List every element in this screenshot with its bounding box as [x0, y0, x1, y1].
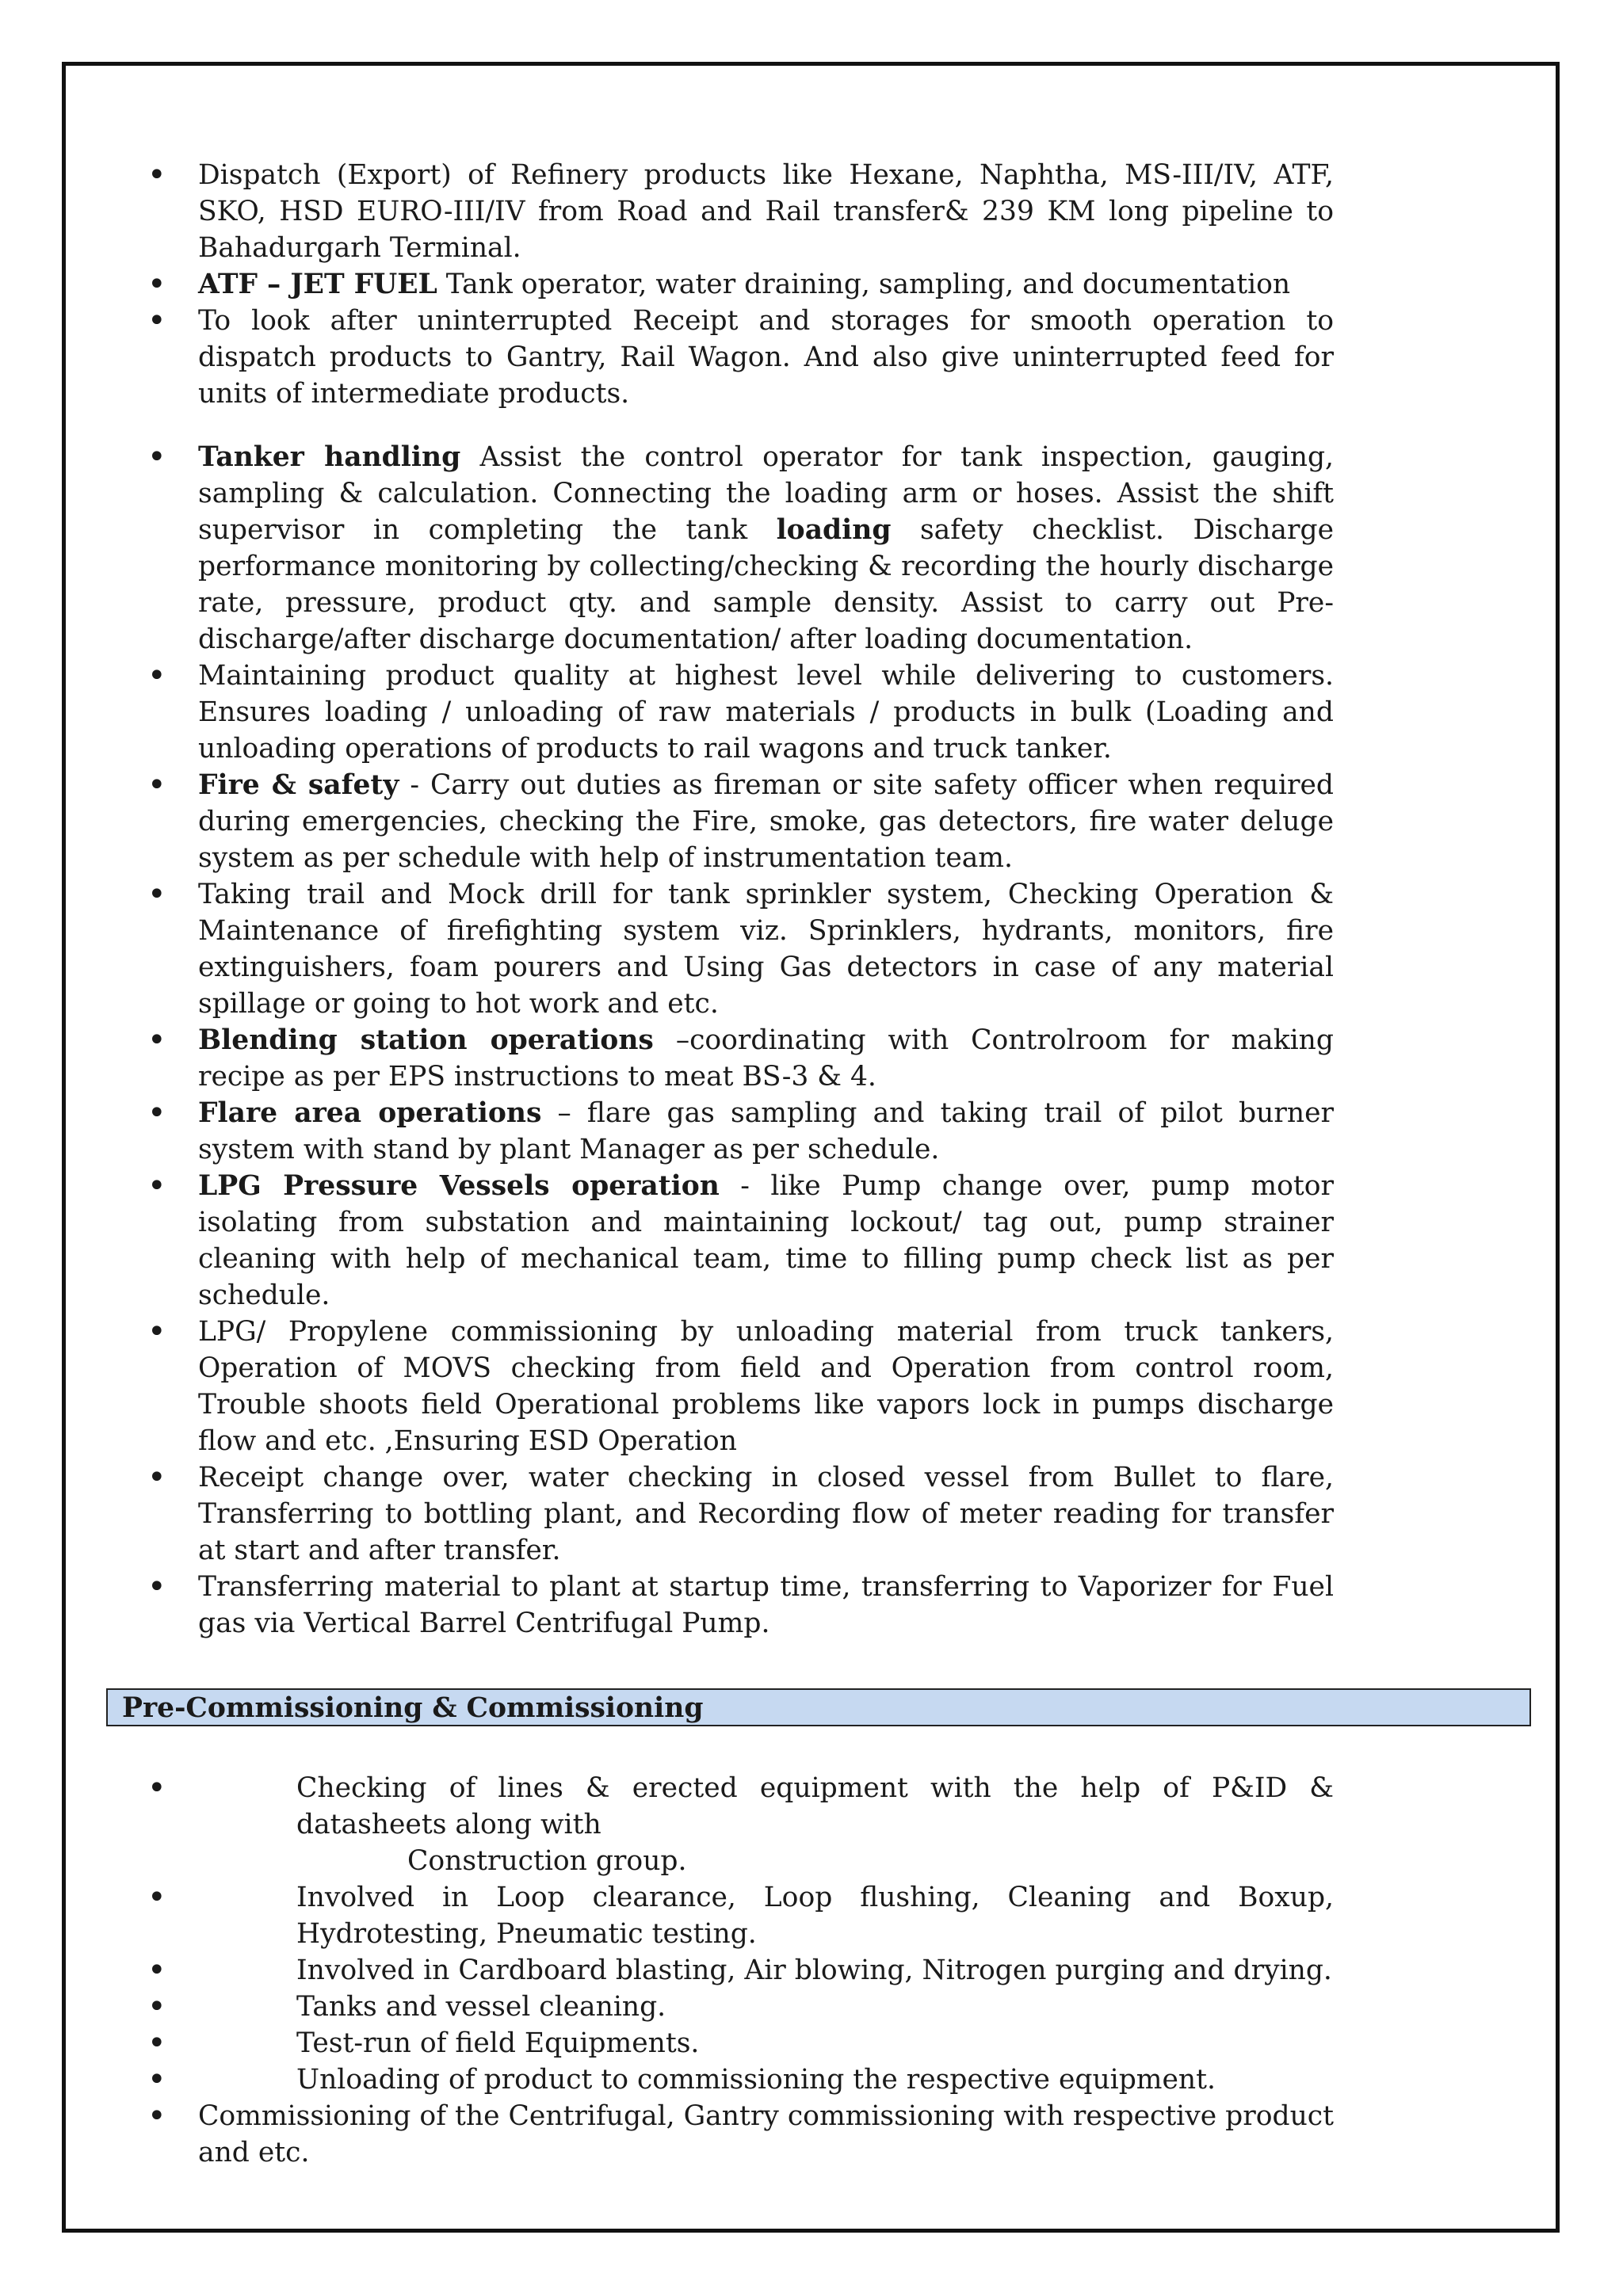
list-item: • Tanks and vessel cleaning.: [143, 1989, 1334, 2025]
list-item: • Commissioning of the Centrifugal, Gantry commissioning with respective product and etc.: [143, 2098, 1334, 2171]
list-item: • Checking of lines & erected equipment with the help of P&ID & datasheets along with Construction group.: [143, 1770, 1334, 1879]
commissioning-section: [143, 1770, 1334, 2171]
responsibilities-list: [143, 157, 1334, 1642]
list-item: • ATF – JET FUEL Tank operator, water draining, sampling, and documentation: [143, 266, 1334, 303]
commissioning-list: [143, 1770, 1334, 2171]
section-header-bar: [106, 1688, 1531, 1726]
list-item: • LPG Pressure Vessels operation - like Pump change over, pump motor isolating from substation and maintaining lockout/ tag out, pump strainer cleaning with help of mechanical team, time to filling pump check list as per schedule.: [143, 1168, 1334, 1314]
list-item: • Transferring material to plant at startup time, transferring to Vaporizer for Fuel gas via Vertical Barrel Centrifugal Pump.: [143, 1569, 1334, 1642]
list-item: • Involved in Cardboard blasting, Air blowing, Nitrogen purging and drying.: [143, 1952, 1334, 1989]
list-item: • Fire & safety - Carry out duties as fireman or site safety officer when required during emergencies, checking the Fire, smoke, gas detectors, fire water deluge system as per schedule with help of instrumentation team.: [143, 767, 1334, 876]
list-item: • Dispatch (Export) of Refinery products like Hexane, Naphtha, MS-III/IV, ATF, SKO, HSD EURO-III/IV from Road and Rail transfer& 239 KM long pipeline to Bahadurgarh Terminal.: [143, 157, 1334, 266]
list-item: • Tanker handling Assist the control operator for tank inspection, gauging, sampling & calculation. Connecting the loading arm or hoses. Assist the shift supervisor in completing the tank loading safety checklist. Discharge performance monitoring by collecting/checking & recording the hourly discharge rate, pressure, product qty. and sample density. Assist to carry out Pre-discharge/after discharge documentation/ after loading documentation.: [143, 439, 1334, 658]
list-item: • Taking trail and Mock drill for tank sprinkler system, Checking Operation & Maintenance of firefighting system viz. Sprinklers, hydrants, monitors, fire extinguishers, foam pourers and Using Gas detectors in case of any material spillage or going to hot work and etc.: [143, 876, 1334, 1022]
list-item: • To look after uninterrupted Receipt and storages for smooth operation to dispatch products to Gantry, Rail Wagon. And also give uninterrupted feed for units of intermediate products.: [143, 303, 1334, 412]
list-item: • Unloading of product to commissioning the respective equipment.: [143, 2061, 1334, 2098]
list-item: • Flare area operations – flare gas sampling and taking trail of pilot burner system with stand by plant Manager as per schedule.: [143, 1095, 1334, 1168]
list-item-continuation: Construction group.: [407, 1845, 687, 1877]
list-item: • Test-run of field Equipments.: [143, 2025, 1334, 2061]
list-item: • Receipt change over, water checking in closed vessel from Bullet to flare, Transferring to bottling plant, and Recording flow of meter reading for transfer at start and after transfer.: [143, 1459, 1334, 1569]
responsibilities-section: [143, 157, 1334, 1642]
list-item: • Maintaining product quality at highest level while delivering to customers. Ensures loading / unloading of raw materials / products in bulk (Loading and unloading operations of products to rail wagons and truck tanker.: [143, 658, 1334, 767]
section-title: Pre-Commissioning & Commissioning: [122, 1692, 704, 1724]
list-item: • Blending station operations –coordinating with Controlroom for making recipe as per EPS instructions to meat BS-3 & 4.: [143, 1022, 1334, 1095]
list-item: • Involved in Loop clearance, Loop flushing, Cleaning and Boxup, Hydrotesting, Pneumatic testing.: [143, 1879, 1334, 1952]
list-item: • LPG/ Propylene commissioning by unloading material from truck tankers, Operation of MOVS checking from field and Operation from control room, Trouble shoots field Operational problems like vapors lock in pumps discharge flow and etc. ,Ensuring ESD Operation: [143, 1314, 1334, 1459]
